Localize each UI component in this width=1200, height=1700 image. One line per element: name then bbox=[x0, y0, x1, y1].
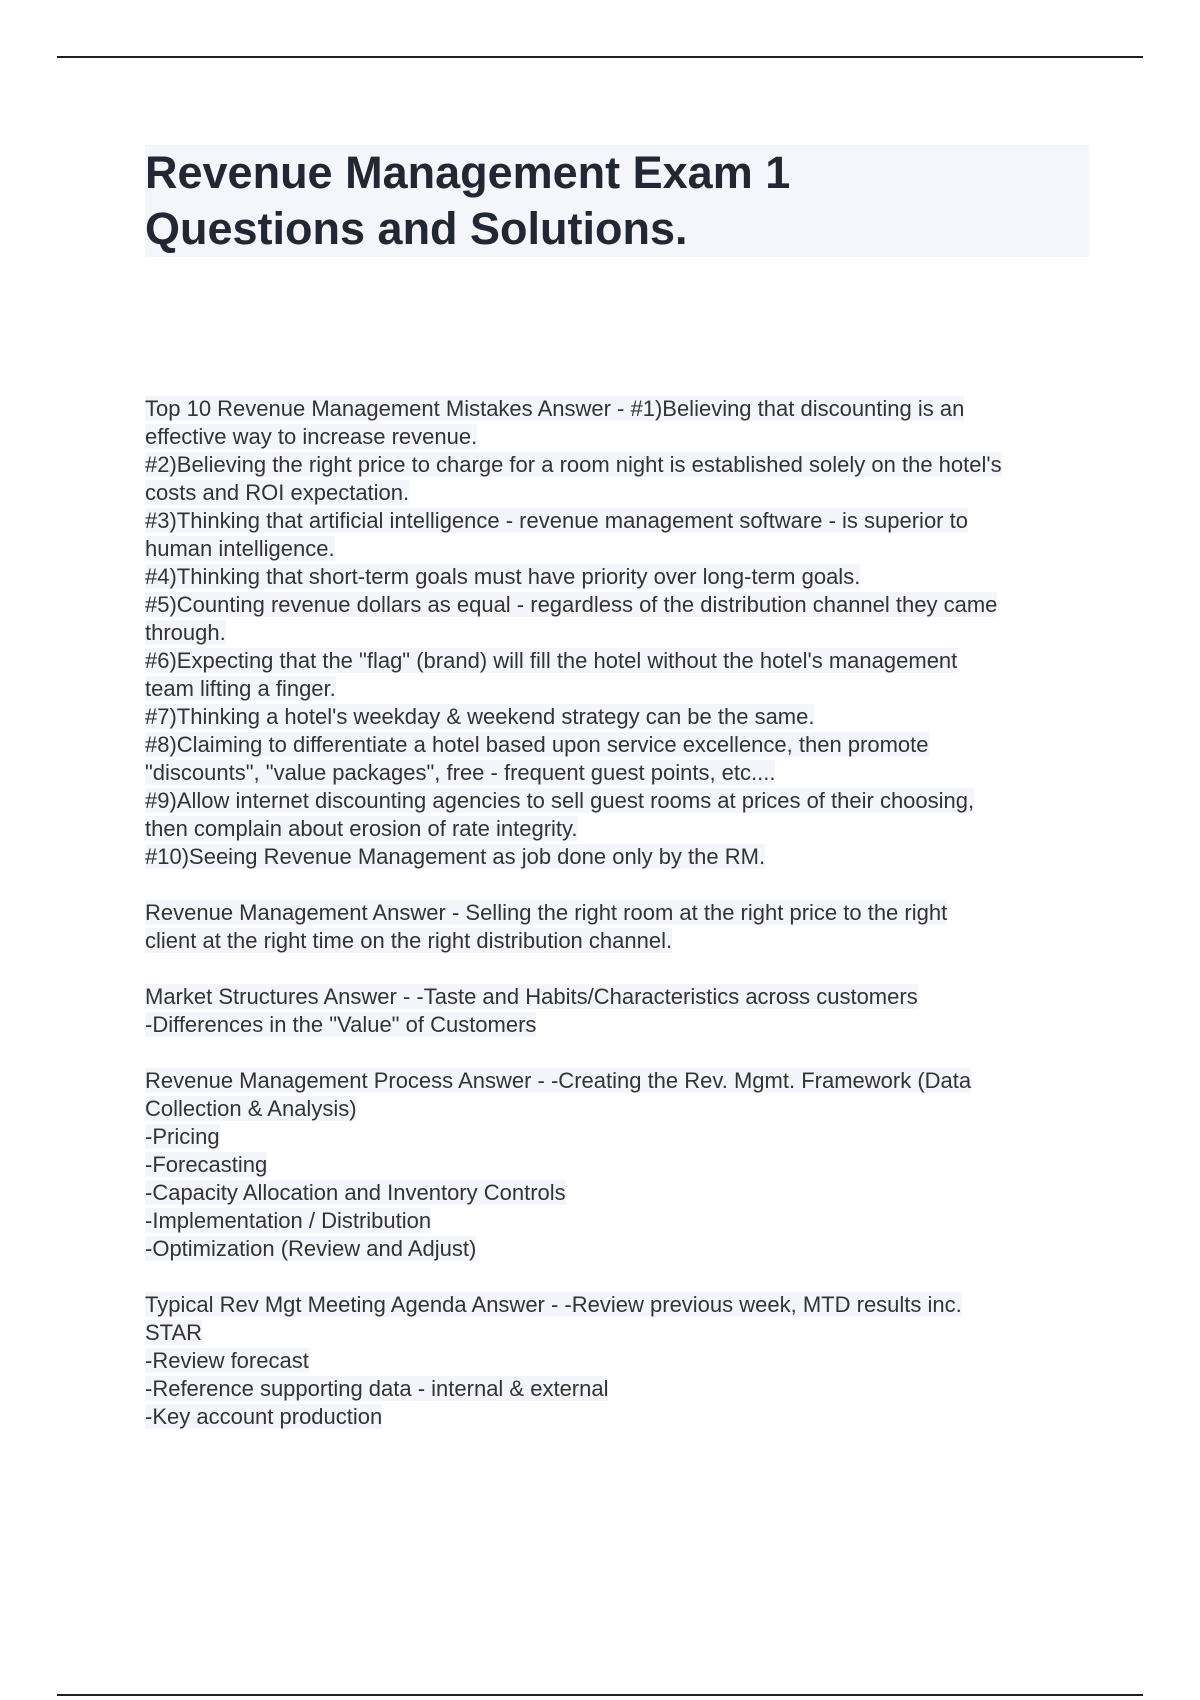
text-line bbox=[145, 1095, 1095, 1123]
text-line bbox=[145, 983, 1095, 1011]
qa-section bbox=[145, 395, 1095, 871]
text-line-content: Market Structures Answer - -Taste and Habits/Characteristics across customers bbox=[145, 984, 918, 1009]
section-gap bbox=[145, 871, 1095, 899]
text-line bbox=[145, 1207, 1095, 1235]
text-line-content: Top 10 Revenue Management Mistakes Answer - #1)Believing that discounting is an bbox=[145, 396, 965, 421]
text-line-content: effective way to increase revenue. bbox=[145, 424, 478, 449]
text-line bbox=[145, 1151, 1095, 1179]
section-gap bbox=[145, 955, 1095, 983]
text-line bbox=[145, 815, 1095, 843]
text-line-content: -Forecasting bbox=[145, 1152, 268, 1177]
text-line bbox=[145, 787, 1095, 815]
text-line-content: client at the right time on the right distribution channel. bbox=[145, 928, 673, 953]
title-line: Questions and Solutions. bbox=[145, 203, 688, 254]
text-line bbox=[145, 507, 1095, 535]
text-line bbox=[145, 591, 1095, 619]
text-line bbox=[145, 1375, 1095, 1403]
text-line-content: #4)Thinking that short-term goals must have priority over long-term goals. bbox=[145, 564, 861, 589]
document-title bbox=[145, 145, 1089, 257]
text-line bbox=[145, 1319, 1095, 1347]
text-line bbox=[145, 675, 1095, 703]
text-line-content: #9)Allow internet discounting agencies to sell guest rooms at prices of their choosing, bbox=[145, 788, 975, 813]
text-line bbox=[145, 423, 1095, 451]
text-line-content: Revenue Management Process Answer - -Creating the Rev. Mgmt. Framework (Data bbox=[145, 1068, 972, 1093]
qa-section bbox=[145, 899, 1095, 955]
text-line bbox=[145, 535, 1095, 563]
text-line bbox=[145, 843, 1095, 871]
text-line-content: human intelligence. bbox=[145, 536, 335, 561]
text-line-content: #10)Seeing Revenue Management as job done only by the RM. bbox=[145, 844, 766, 869]
text-line-content: #3)Thinking that artificial intelligence - revenue management software - is superior to bbox=[145, 508, 968, 533]
text-line-content: -Pricing bbox=[145, 1124, 220, 1149]
text-line-content: then complain about erosion of rate integrity. bbox=[145, 816, 578, 841]
text-line-content: Revenue Management Answer - Selling the right room at the right price to the right bbox=[145, 900, 948, 925]
qa-section bbox=[145, 1067, 1095, 1263]
text-line-content: #7)Thinking a hotel's weekday & weekend strategy can be the same. bbox=[145, 704, 815, 729]
qa-section bbox=[145, 983, 1095, 1039]
header-rule bbox=[57, 56, 1143, 58]
text-line-content: Collection & Analysis) bbox=[145, 1096, 357, 1121]
text-line bbox=[145, 731, 1095, 759]
text-line-content: -Review forecast bbox=[145, 1348, 309, 1373]
text-line bbox=[145, 1403, 1095, 1431]
text-line bbox=[145, 395, 1095, 423]
section-gap bbox=[145, 1263, 1095, 1291]
text-line bbox=[145, 1291, 1095, 1319]
text-line bbox=[145, 1067, 1095, 1095]
text-line bbox=[145, 647, 1095, 675]
text-line-content: costs and ROI expectation. bbox=[145, 480, 410, 505]
text-line-content: STAR bbox=[145, 1320, 203, 1345]
text-line-content: #6)Expecting that the "flag" (brand) will fill the hotel without the hotel's management bbox=[145, 648, 958, 673]
text-line bbox=[145, 451, 1095, 479]
text-line bbox=[145, 703, 1095, 731]
text-line-content: -Key account production bbox=[145, 1404, 383, 1429]
text-line bbox=[145, 1123, 1095, 1151]
text-line-content: #5)Counting revenue dollars as equal - regardless of the distribution channel they came bbox=[145, 592, 998, 617]
text-line-content: -Reference supporting data - internal & external bbox=[145, 1376, 609, 1401]
text-line-content: -Capacity Allocation and Inventory Controls bbox=[145, 1180, 566, 1205]
text-line-content: -Differences in the "Value" of Customers bbox=[145, 1012, 537, 1037]
text-line-content: "discounts", "value packages", free - frequent guest points, etc.... bbox=[145, 760, 776, 785]
section-gap bbox=[145, 1039, 1095, 1067]
text-line-content: Typical Rev Mgt Meeting Agenda Answer - -Review previous week, MTD results inc. bbox=[145, 1292, 962, 1317]
text-line-content: through. bbox=[145, 620, 226, 645]
text-line bbox=[145, 1179, 1095, 1207]
text-line bbox=[145, 1235, 1095, 1263]
text-line-content: #8)Claiming to differentiate a hotel based upon service excellence, then promote bbox=[145, 732, 929, 757]
text-line-content: team lifting a finger. bbox=[145, 676, 336, 701]
title-line: Revenue Management Exam 1 bbox=[145, 147, 791, 198]
text-line bbox=[145, 927, 1095, 955]
text-line bbox=[145, 563, 1095, 591]
document-body bbox=[145, 395, 1095, 1431]
text-line-content: -Optimization (Review and Adjust) bbox=[145, 1236, 477, 1261]
text-line-content: #2)Believing the right price to charge for a room night is established solely on the hotel's bbox=[145, 452, 1002, 477]
text-line bbox=[145, 1347, 1095, 1375]
text-line bbox=[145, 899, 1095, 927]
text-line-content: -Implementation / Distribution bbox=[145, 1208, 432, 1233]
text-line bbox=[145, 759, 1095, 787]
qa-section bbox=[145, 1291, 1095, 1431]
text-line bbox=[145, 479, 1095, 507]
text-line bbox=[145, 619, 1095, 647]
footer-rule bbox=[57, 1694, 1143, 1696]
text-line bbox=[145, 1011, 1095, 1039]
